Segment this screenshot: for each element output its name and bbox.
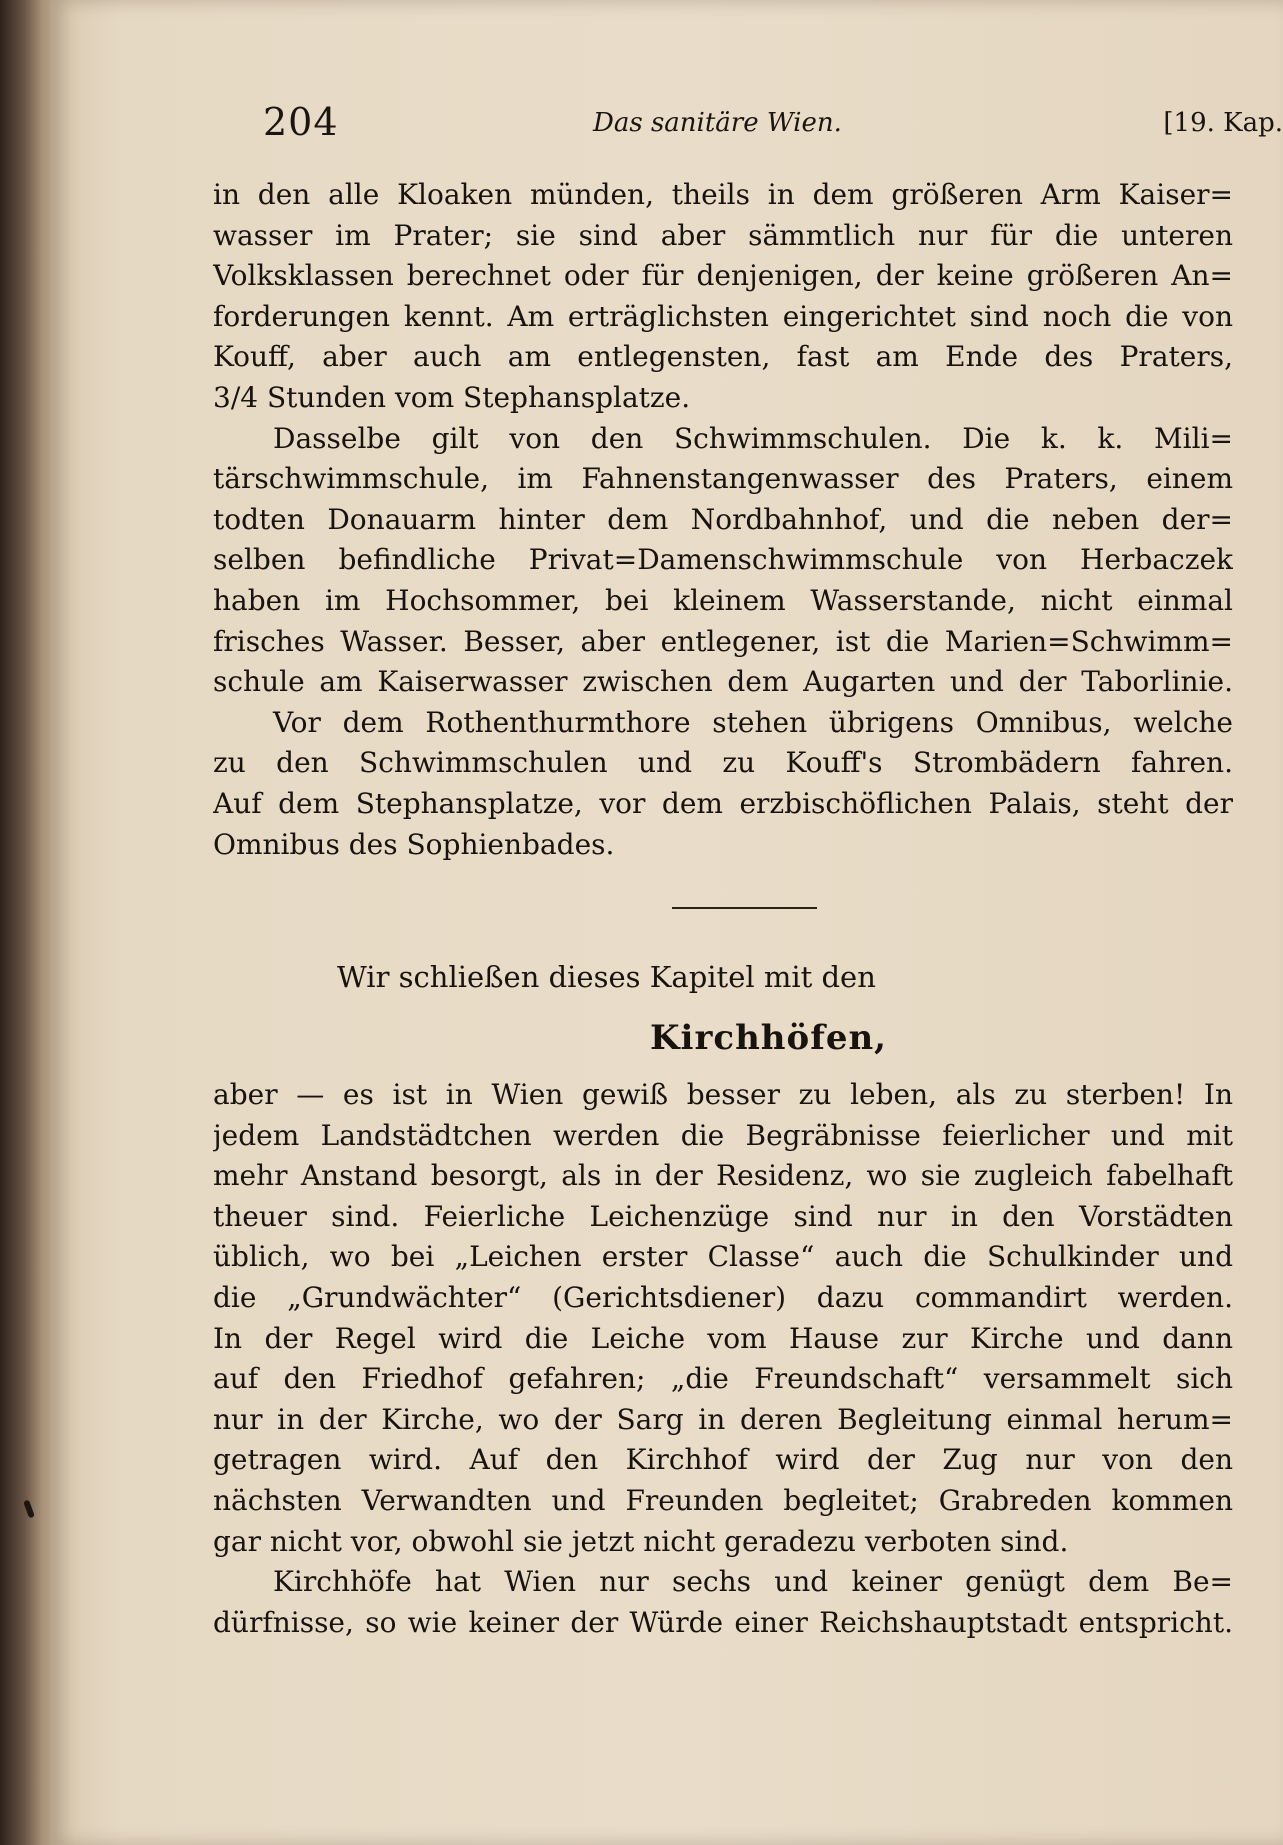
section-lead-text: Wir schließen dieses Kapitel mit den — [337, 960, 876, 994]
text-line: theuer sind. Feierliche Leichenzüge sind nur in den Vorstädten — [213, 1199, 1233, 1233]
text-line: tärschwimmschule, im Fahnenstangenwasser des Praters, einem — [213, 462, 1233, 496]
text-line: Kouff, aber auch am entlegensten, fast am Ende des Praters, — [213, 340, 1233, 374]
chapter-reference: [19. Kap. — [1163, 108, 1283, 138]
page-header — [263, 100, 1283, 150]
text-line: Volksklassen berechnet oder für denjenigen, der keine größeren An= — [213, 259, 1233, 293]
text-line: nur in der Kirche, wo der Sarg in deren Begleitung einmal herum= — [213, 1402, 1233, 1436]
paragraph-start-line: Kirchhöfe hat Wien nur sechs und keiner genügt dem Be= — [273, 1565, 1233, 1599]
body-text-upper — [213, 175, 1233, 865]
text-line: die „Grundwächter“ (Gerichtsdiener) dazu commandirt werden. — [213, 1280, 1233, 1314]
text-line: jedem Landstädtchen werden die Begräbnisse feierlicher und mit — [213, 1118, 1233, 1152]
text-line: getragen wird. Auf den Kirchhof wird der Zug nur von den — [213, 1443, 1233, 1477]
text-line: selben befindliche Privat=Damenschwimmschule von Herbaczek — [213, 543, 1233, 577]
text-line: 3/4 Stunden vom Stephansplatze. — [213, 380, 691, 414]
text-line: zu den Schwimmschulen und zu Kouff's Strombädern fahren. — [213, 746, 1233, 780]
text-line: forderungen kennt. Am erträglichsten eingerichtet sind noch die von — [213, 299, 1233, 333]
section-divider-rule — [672, 907, 817, 909]
text-line: üblich, wo bei „Leichen erster Classe“ auch die Schulkinder und — [213, 1240, 1233, 1274]
text-line: todten Donauarm hinter dem Nordbahnhof, und die neben der= — [213, 502, 1233, 536]
paragraph-start-line: Dasselbe gilt von den Schwimmschulen. Die k. k. Mili= — [273, 421, 1233, 455]
paragraph-start-line: Vor dem Rothenthurmthore stehen übrigens Omnibus, welche — [273, 705, 1233, 739]
text-line: gar nicht vor, obwohl sie jetzt nicht geradezu verboten sind. — [213, 1524, 1069, 1558]
text-line: dürfnisse, so wie keiner der Würde einer Reichshauptstadt entspricht. — [213, 1605, 1233, 1639]
text-line: mehr Anstand besorgt, als in der Residenz, wo sie zugleich fabelhaft — [213, 1159, 1233, 1193]
text-line: nächsten Verwandten und Freunden begleitet; Grabreden kommen — [213, 1483, 1233, 1517]
text-line: Omnibus des Sophienbades. — [213, 827, 615, 861]
text-line: In der Regel wird die Leiche vom Hause zur Kirche und dann — [213, 1321, 1233, 1355]
text-line: schule am Kaiserwasser zwischen dem Augarten und der Taborlinie. — [213, 665, 1233, 699]
text-line: Auf dem Stephansplatze, vor dem erzbischöflichen Palais, steht der — [213, 786, 1233, 820]
page-number: 204 — [263, 100, 339, 144]
text-line: aber — es ist in Wien gewiß besser zu leben, als zu sterben! In — [213, 1078, 1233, 1111]
text-line: auf den Friedhof gefahren; „die Freundschaft“ versammelt sich — [213, 1362, 1233, 1396]
running-title: Das sanitäre Wien. — [593, 108, 842, 138]
body-text-lower — [213, 1075, 1233, 1643]
text-line: frisches Wasser. Besser, aber entlegener, ist die Marien=Schwimm= — [213, 624, 1233, 658]
text-line: wasser im Prater; sie sind aber sämmtlich nur für die unteren — [213, 218, 1233, 252]
section-heading: Kirchhöfen, — [650, 1018, 888, 1058]
text-line: in den alle Kloaken münden, theils in dem größeren Arm Kaiser= — [213, 178, 1233, 211]
text-line: haben im Hochsommer, bei kleinem Wasserstande, nicht einmal — [213, 583, 1233, 617]
